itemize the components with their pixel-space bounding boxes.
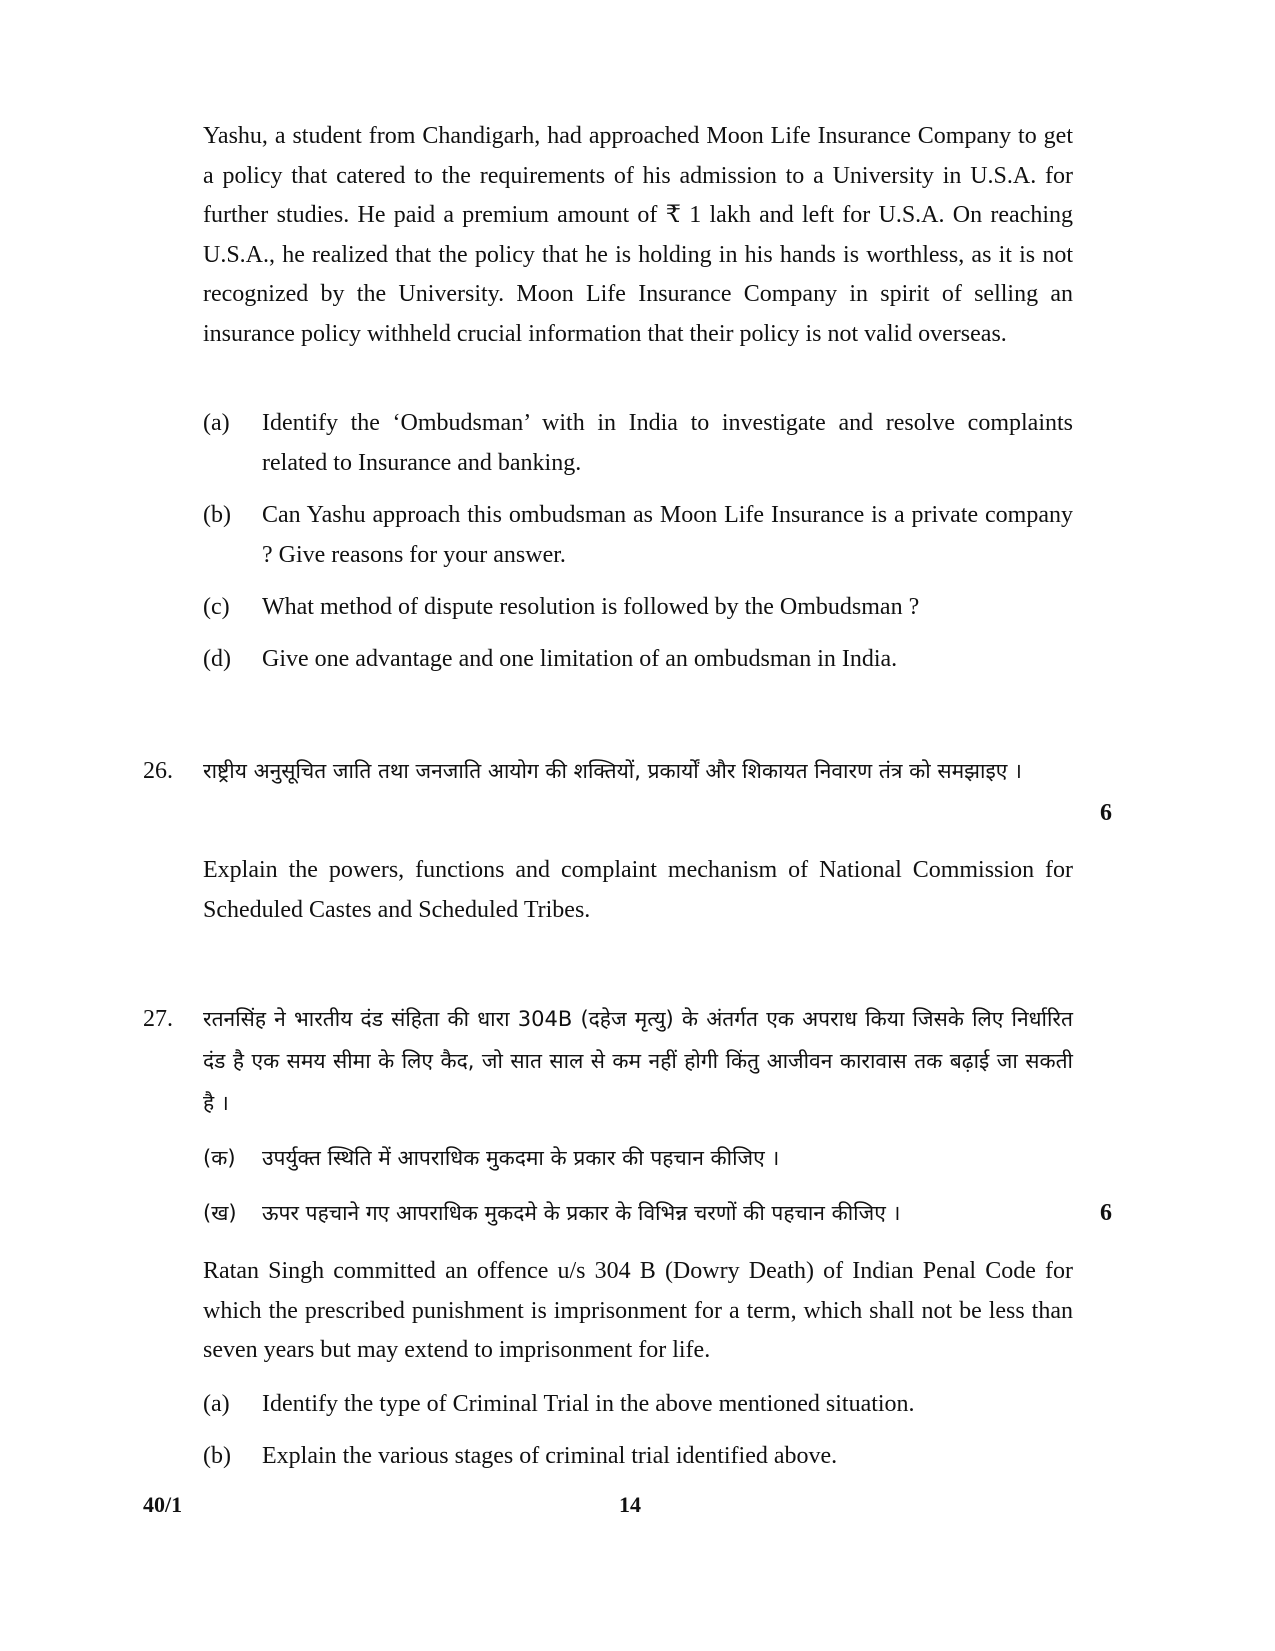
q25-part-c-label: (c) — [203, 594, 230, 620]
q26-marks: 6 — [1100, 800, 1112, 826]
q26-english-text: Explain the powers, functions and complaint mechanism of National Commission for Scheduled Castes and Scheduled Tribes. — [203, 857, 1073, 923]
q27-hindi-part-kha-text: ऊपर पहचाने गए आपराधिक मुकदमे के प्रकार के विभिन्न चरणों की पहचान कीजिए । — [262, 1201, 901, 1225]
q25-part-c-text: What method of dispute resolution is followed by the Ombudsman ? — [262, 594, 920, 620]
q27-hindi-part-kha-label: (ख) — [203, 1201, 237, 1225]
q25-part-d — [203, 640, 1073, 680]
q25-part-a-label: (a) — [203, 410, 230, 436]
q27-part-a-label: (a) — [203, 1391, 230, 1417]
q27-hindi-text: रतनसिंह ने भारतीय दंड संहिता की धारा 304B (दहेज मृत्यु) के अंतर्गत एक अपराध किया जिसके लिए निर्धारित दंड है एक समय सीमा के लिए कैद, जो सात साल से कम नहीं होगी किंतु आजीवन कारावास तक बढ़ाई जा सकती है । — [203, 1007, 1073, 1115]
q27-part-a — [203, 1385, 1073, 1425]
q25-part-a-text: Identify the ‘Ombudsman’ with in India to investigate and resolve complaints related to Insurance and banking. — [262, 410, 1073, 476]
q25-part-d-label: (d) — [203, 646, 231, 672]
q27-english-text: Ratan Singh committed an offence u/s 304 B (Dowry Death) of Indian Penal Code for which the prescribed punishment is imprisonment for a term, which shall not be less than seven years but may extend to imprisonment for life. — [203, 1258, 1073, 1363]
q27-hindi-part-kha — [203, 1193, 983, 1233]
q27-part-b — [203, 1437, 1073, 1477]
q27-hindi-part-ka-text: उपर्युक्त स्थिति में आपराधिक मुकदमा के प्रकार की पहचान कीजिए । — [262, 1146, 780, 1170]
q25-intro: Yashu, a student from Chandigarh, had approached Moon Life Insurance Company to get a policy that catered to the requirements of his admission to a University in U.S.A. for further studies. He paid a premium amount of ₹ 1 lakh and left for U.S.A. On reaching U.S.A., he realized that the policy that he is holding in his hands is worthless, as it is not recognized by the University. Moon Life Insurance Company in spirit of selling an insurance policy withheld crucial information that their policy is not valid overseas. — [203, 123, 1073, 347]
page-number: 14 — [619, 1492, 641, 1517]
q25-part-b-text: Can Yashu approach this ombudsman as Moon Life Insurance is a private company ? Give reasons for your answer. — [262, 502, 1073, 568]
q27-number: 27. — [143, 1006, 173, 1032]
q25-part-d-text: Give one advantage and one limitation of an ombudsman in India. — [262, 646, 898, 672]
q27-part-b-label: (b) — [203, 1443, 231, 1469]
q27-part-a-text: Identify the type of Criminal Trial in the above mentioned situation. — [262, 1391, 915, 1417]
q27-marks: 6 — [1100, 1200, 1112, 1226]
q27-part-b-text: Explain the various stages of criminal trial identified above. — [262, 1443, 838, 1469]
q25-part-c — [203, 588, 1073, 628]
q27-hindi-part-ka — [203, 1138, 983, 1178]
q27-hindi-part-ka-label: (क) — [203, 1146, 236, 1170]
paper-code: 40/1 — [143, 1492, 183, 1517]
q25-part-b — [203, 496, 1073, 575]
q25-part-b-label: (b) — [203, 502, 231, 528]
q25-part-a — [203, 404, 1073, 483]
q26-hindi-text: राष्ट्रीय अनुसूचित जाति तथा जनजाति आयोग की शक्तियों, प्रकार्यों और शिकायत निवारण तंत्र को समझाइए । — [203, 759, 1023, 783]
q26-number: 26. — [143, 758, 173, 784]
